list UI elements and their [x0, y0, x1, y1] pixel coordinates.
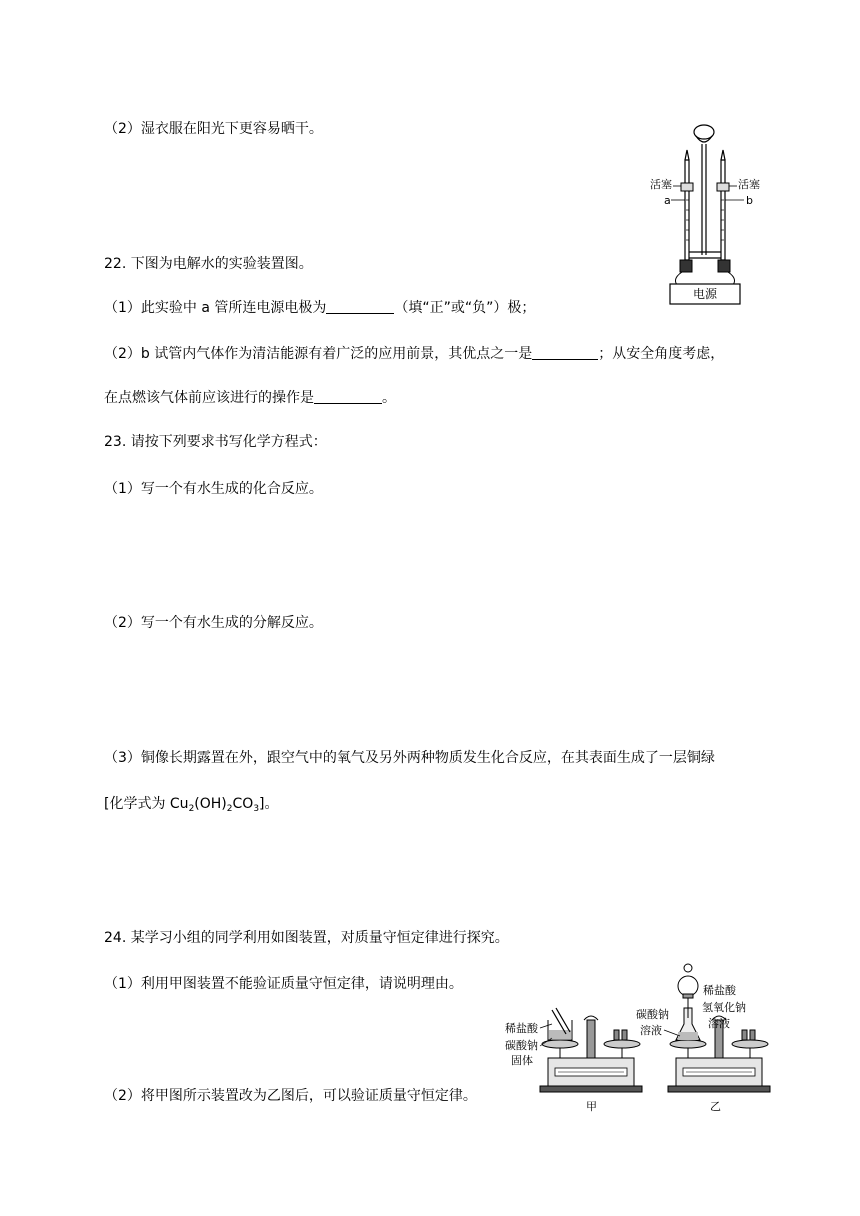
- q22-part1-text-b: （填“正”或“负”）极；: [394, 300, 536, 316]
- yi-acid-label: 稀盐酸: [703, 984, 736, 997]
- yi-naoh-label-1: 氢氧化钠: [702, 1001, 746, 1014]
- q24-part2: （2）将甲图所示装置改为乙图后，可以验证质量守恒定律。: [104, 1088, 477, 1104]
- q22-part1-text-a: （1）此实验中 a 管所连电源电极为: [104, 300, 327, 316]
- q24-title: 24. 某学习小组的同学利用如图装置，对质量守恒定律进行探究。: [104, 930, 509, 946]
- q22-part1: [104, 299, 535, 317]
- jia-acid-label: 稀盐酸: [505, 1022, 538, 1035]
- q23-part1: （1）写一个有水生成的化合反应。: [104, 481, 323, 497]
- q23-part3-formula: [104, 795, 279, 813]
- q23-part2: （2）写一个有水生成的分解反应。: [104, 615, 323, 631]
- formula-sub: 2: [226, 804, 233, 814]
- formula-co: CO: [232, 796, 254, 812]
- formula-sub: 2: [188, 804, 195, 814]
- q22-part2-cont: [104, 389, 396, 407]
- tube-a-label: a: [664, 194, 671, 207]
- q23-part3: （3）铜像长期露置在外，跟空气中的氧气及另外两种物质发生化合反应，在其表面生成了一层铜绿: [104, 750, 715, 766]
- q22-part2-text-c: 在点燃该气体前应该进行的操作是: [104, 390, 314, 406]
- right-valve-label: 活塞: [738, 178, 760, 191]
- yi-na2co3-label-1: 碳酸钠: [636, 1008, 669, 1021]
- answer-blank-q22-2b[interactable]: [314, 389, 382, 404]
- jia-solid-label-1: 碳酸钠: [505, 1039, 538, 1052]
- balance-yi: [636, 964, 770, 1113]
- q22-part2-text-d: 。: [382, 390, 396, 406]
- formula-end: ]。: [259, 796, 279, 812]
- q22-part2-text-a: （2）b 试管内气体作为清洁能源有着广泛的应用前景，其优点之一是: [104, 346, 533, 362]
- q22-part2: [104, 345, 724, 363]
- q23-title: 23. 请按下列要求书写化学方程式：: [104, 434, 327, 450]
- yi-na2co3-label-2: 溶液: [640, 1024, 662, 1037]
- formula-prefix: [化学式为 Cu: [104, 796, 189, 812]
- formula-sub: 3: [253, 804, 260, 814]
- power-label: 电源: [692, 287, 718, 301]
- q21-part2: （2）湿衣服在阳光下更容易晒干。: [104, 121, 323, 137]
- balance-jia: [505, 1008, 642, 1113]
- q22-part2-text-b: ；从安全角度考虑，: [598, 346, 725, 362]
- formula-mid: (OH): [194, 796, 227, 812]
- yi-naoh-label-2: 溶液: [708, 1017, 730, 1030]
- q22-title: 22. 下图为电解水的实验装置图。: [104, 256, 313, 272]
- answer-blank-q22-2a[interactable]: [532, 345, 598, 360]
- electrolysis-apparatus-figure: [640, 120, 770, 310]
- jia-solid-label-2: 固体: [511, 1054, 533, 1067]
- tube-b-label: b: [746, 194, 753, 207]
- q24-part1: （1）利用甲图装置不能验证质量守恒定律，请说明理由。: [104, 976, 463, 992]
- jia-caption: 甲: [586, 1100, 597, 1113]
- answer-blank-q22-1[interactable]: [326, 299, 394, 314]
- balance-apparatus-figure: [500, 958, 780, 1118]
- left-valve-label: 活塞: [650, 178, 672, 191]
- yi-caption: 乙: [710, 1100, 721, 1113]
